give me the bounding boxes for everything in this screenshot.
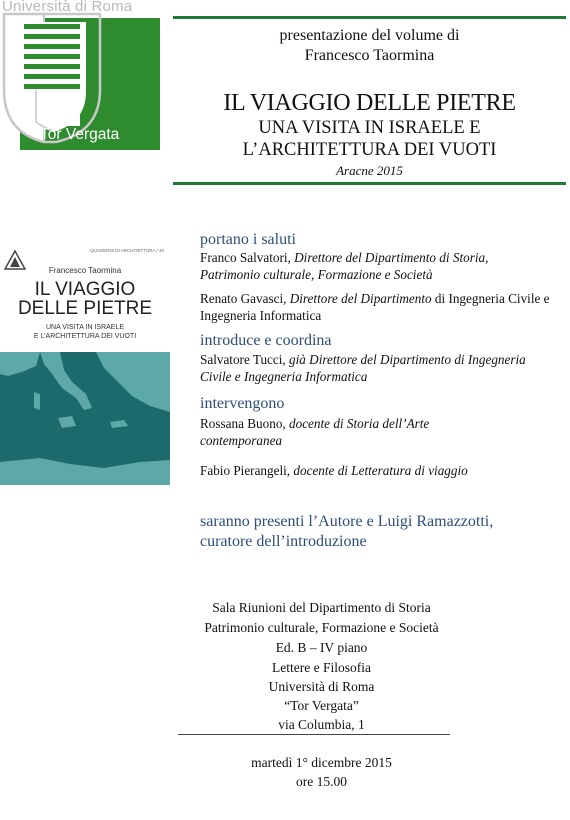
event-date: martedì 1° dicembre 2015 bbox=[251, 755, 392, 770]
venue-line-1: Sala Riunioni del Dipartimento di Storia bbox=[212, 600, 431, 615]
greeting-2-role: Direttore del Dipartimento bbox=[289, 291, 432, 306]
section-greetings: portano i saluti bbox=[200, 231, 296, 248]
section-introduction: introduce e coordina bbox=[200, 332, 332, 349]
greeting-2-rest: di Ingegneria Civile e Ingegneria Informatica bbox=[200, 291, 550, 323]
venue-line-4: Lettere e Filosofia bbox=[272, 660, 371, 675]
header-intro-line: presentazione del volume di bbox=[279, 27, 460, 44]
university-logo bbox=[0, 0, 160, 150]
cover-map bbox=[0, 352, 170, 485]
speaker-entry-1 bbox=[200, 415, 490, 449]
section-speakers: intervengono bbox=[200, 395, 285, 412]
header-bottom-rule bbox=[173, 182, 566, 185]
greeting-1-role: Direttore del Dipartimento di Storia, Patrimonio culturale, Formazione e Società bbox=[200, 250, 489, 282]
event-time: ore 15.00 bbox=[296, 774, 347, 789]
venue-line-7: via Columbia, 1 bbox=[278, 717, 365, 732]
cover-subtitle-line2: E L’ARCHITETTURA DEI VUOTI bbox=[33, 333, 137, 340]
introducer-role: già Direttore del Dipartimento di Ingegneria Civile e Ingegneria Informatica bbox=[200, 352, 526, 384]
publisher: Aracne 2015 bbox=[336, 163, 403, 178]
speaker-2-name: Fabio Pierangeli, bbox=[200, 463, 294, 478]
campus-name: Tor Vergata bbox=[40, 126, 120, 143]
university-name: Università di Roma bbox=[2, 0, 133, 15]
greeting-2-name: Renato Gavasci, bbox=[200, 291, 290, 306]
cover-title bbox=[0, 280, 170, 318]
cover-title-line1: IL VIAGGIO bbox=[34, 279, 136, 300]
presence-note-line2: curatore dell’introduzione bbox=[200, 533, 367, 550]
speaker-1-role: docente di Storia dell’Arte contemporanea bbox=[200, 416, 430, 448]
cover-title-line2: DELLE PIETRE bbox=[17, 298, 153, 319]
venue-line-5: Università di Roma bbox=[268, 679, 375, 694]
speaker-2-role: docente di Letteratura di viaggio bbox=[293, 463, 468, 478]
speaker-1-name: Rossana Buono, bbox=[200, 416, 290, 431]
cover-series: QUADERNI DI ARCHITETTURA / 30 bbox=[90, 248, 164, 253]
book-title: IL VIAGGIO DELLE PIETRE bbox=[223, 90, 516, 116]
book-cover bbox=[0, 240, 170, 485]
cover-author: Francesco Taormina bbox=[48, 266, 122, 275]
speaker-entry-2 bbox=[200, 462, 550, 479]
greeting-entry-1 bbox=[200, 249, 550, 283]
book-subtitle-line2: L’ARCHITETTURA DEI VUOTI bbox=[242, 140, 497, 160]
presence-note-line1: saranno presenti l’Autore e Luigi Ramazzotti, bbox=[200, 513, 494, 530]
venue-rule bbox=[178, 734, 450, 735]
cover-subtitle bbox=[0, 323, 170, 341]
venue-line-6: “Tor Vergata” bbox=[284, 698, 359, 713]
venue-line-2: Patrimonio culturale, Formazione e Società bbox=[204, 620, 439, 635]
greeting-1-name: Franco Salvatori, bbox=[200, 250, 295, 265]
cover-subtitle-line1: UNA VISITA IN ISRAELE bbox=[45, 324, 125, 331]
header-top-rule bbox=[173, 16, 566, 19]
venue-line-3: Ed. B – IV piano bbox=[275, 640, 368, 655]
book-subtitle-line1: UNA VISITA IN ISRAELE E bbox=[258, 118, 481, 138]
greeting-entry-2 bbox=[200, 290, 550, 324]
header-author: Francesco Taormina bbox=[304, 47, 435, 64]
introduction-entry bbox=[200, 351, 550, 385]
mediterranean-map-icon bbox=[0, 352, 170, 485]
introducer-name: Salvatore Tucci, bbox=[200, 352, 290, 367]
